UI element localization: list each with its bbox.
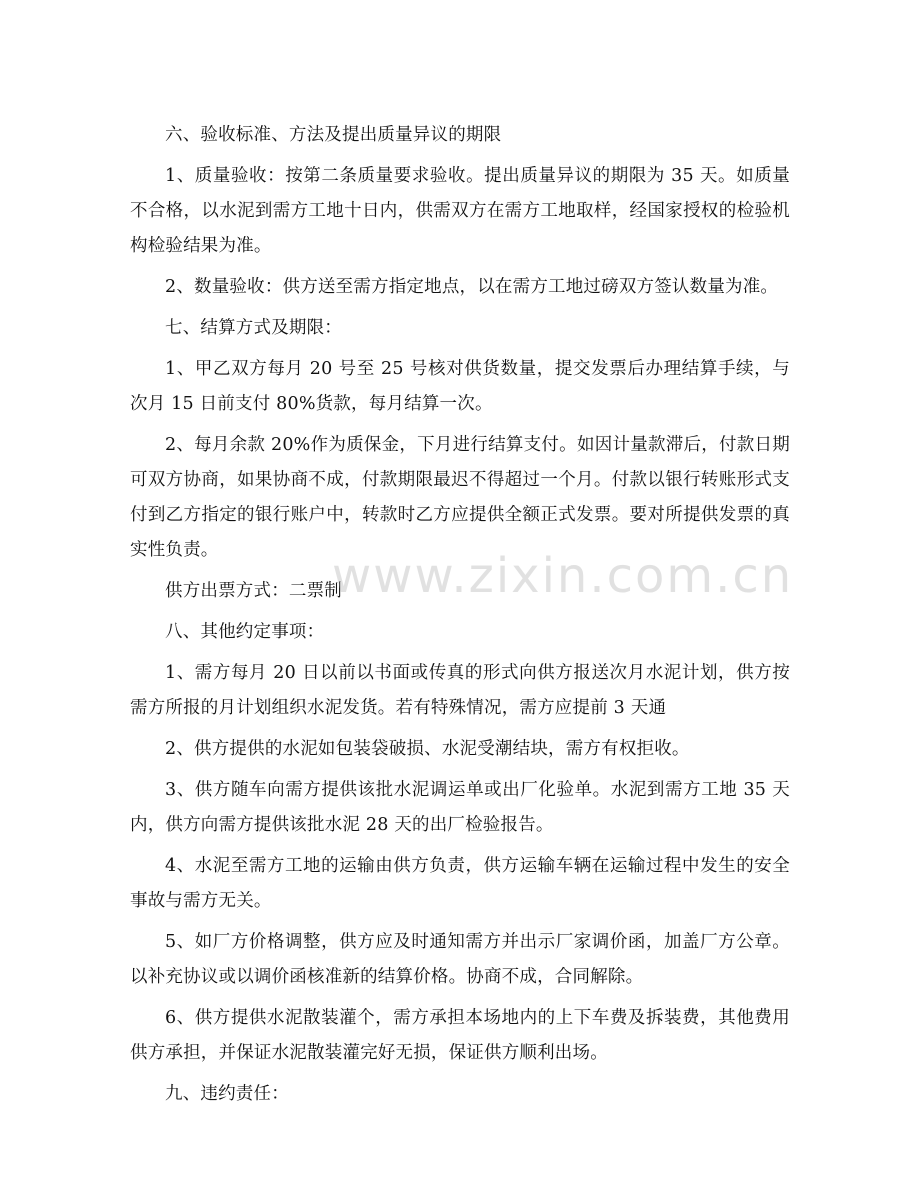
paragraph-settlement-1: 1、甲乙双方每月 20 号至 25 号核对供货数量，提交发票后办理结算手续，与次月 15 日前支付 80%货款，每月结算一次。 <box>130 359 790 414</box>
paragraph-other-terms-2: 2、供方提供的水泥如包装袋破损、水泥受潮结块，需方有权拒收。 <box>165 739 690 759</box>
paragraph-other-terms-3: 3、供方随车向需方提供该批水泥调运单或出厂化验单。水泥到需方工地 35 天内，供方向需方提供该批水泥 28 天的出厂检验报告。 <box>130 780 790 835</box>
paragraph-other-terms-4: 4、水泥至需方工地的运输由供方负责，供方运输车辆在运输过程中发生的安全事故与需方无关。 <box>130 856 790 911</box>
section-heading-liability: 九、违约责任： <box>165 1084 289 1104</box>
paragraph-settlement-2: 2、每月余款 20%作为质保金，下月进行结算支付。如因计量款滞后，付款日期可双方协商，如果协商不成，付款期限最迟不得超过一个月。付款以银行转账形式支付到乙方指定的银行账户中，转款时乙方应提供全额正式发票。要对所提供发票的真实性负责。 <box>130 435 790 560</box>
paragraph-other-terms-5: 5、如厂方价格调整，供方应及时通知需方并出示厂家调价函，加盖厂方公章。以补充协议或以调价函核准新的结算价格。协商不成，合同解除。 <box>130 932 790 987</box>
watermark: www.zixin.com.cn <box>332 548 794 604</box>
document-body <box>130 112 790 1112</box>
section-heading-settlement: 七、结算方式及期限： <box>165 318 342 338</box>
paragraph-other-terms-1: 1、需方每月 20 日以前以书面或传真的形式向供方报送次月水泥计划，供方按需方所报的月计划组织水泥发货。若有特殊情况，需方应提前 3 天通 <box>130 663 790 718</box>
paragraph-quality-acceptance: 1、质量验收：按第二条质量要求验收。提出质量异议的期限为 35 天。如质量不合格，以水泥到需方工地十日内，供需双方在需方工地取样，经国家授权的检验机构检验结果为准。 <box>130 166 790 256</box>
section-heading-other-terms: 八、其他约定事项： <box>165 622 325 642</box>
paragraph-quantity-acceptance: 2、数量验收：供方送至需方指定地点，以在需方工地过磅双方签认数量为准。 <box>165 277 779 297</box>
paragraph-other-terms-6: 6、供方提供水泥散装灌个，需方承担本场地内的上下车费及拆装费，其他费用供方承担，并保证水泥散装灌完好无损，保证供方顺利出场。 <box>130 1008 790 1063</box>
section-heading-acceptance: 六、验收标准、方法及提出质量异议的期限 <box>165 125 502 145</box>
paragraph-invoice-method: 供方出票方式：二票制 <box>165 581 342 601</box>
